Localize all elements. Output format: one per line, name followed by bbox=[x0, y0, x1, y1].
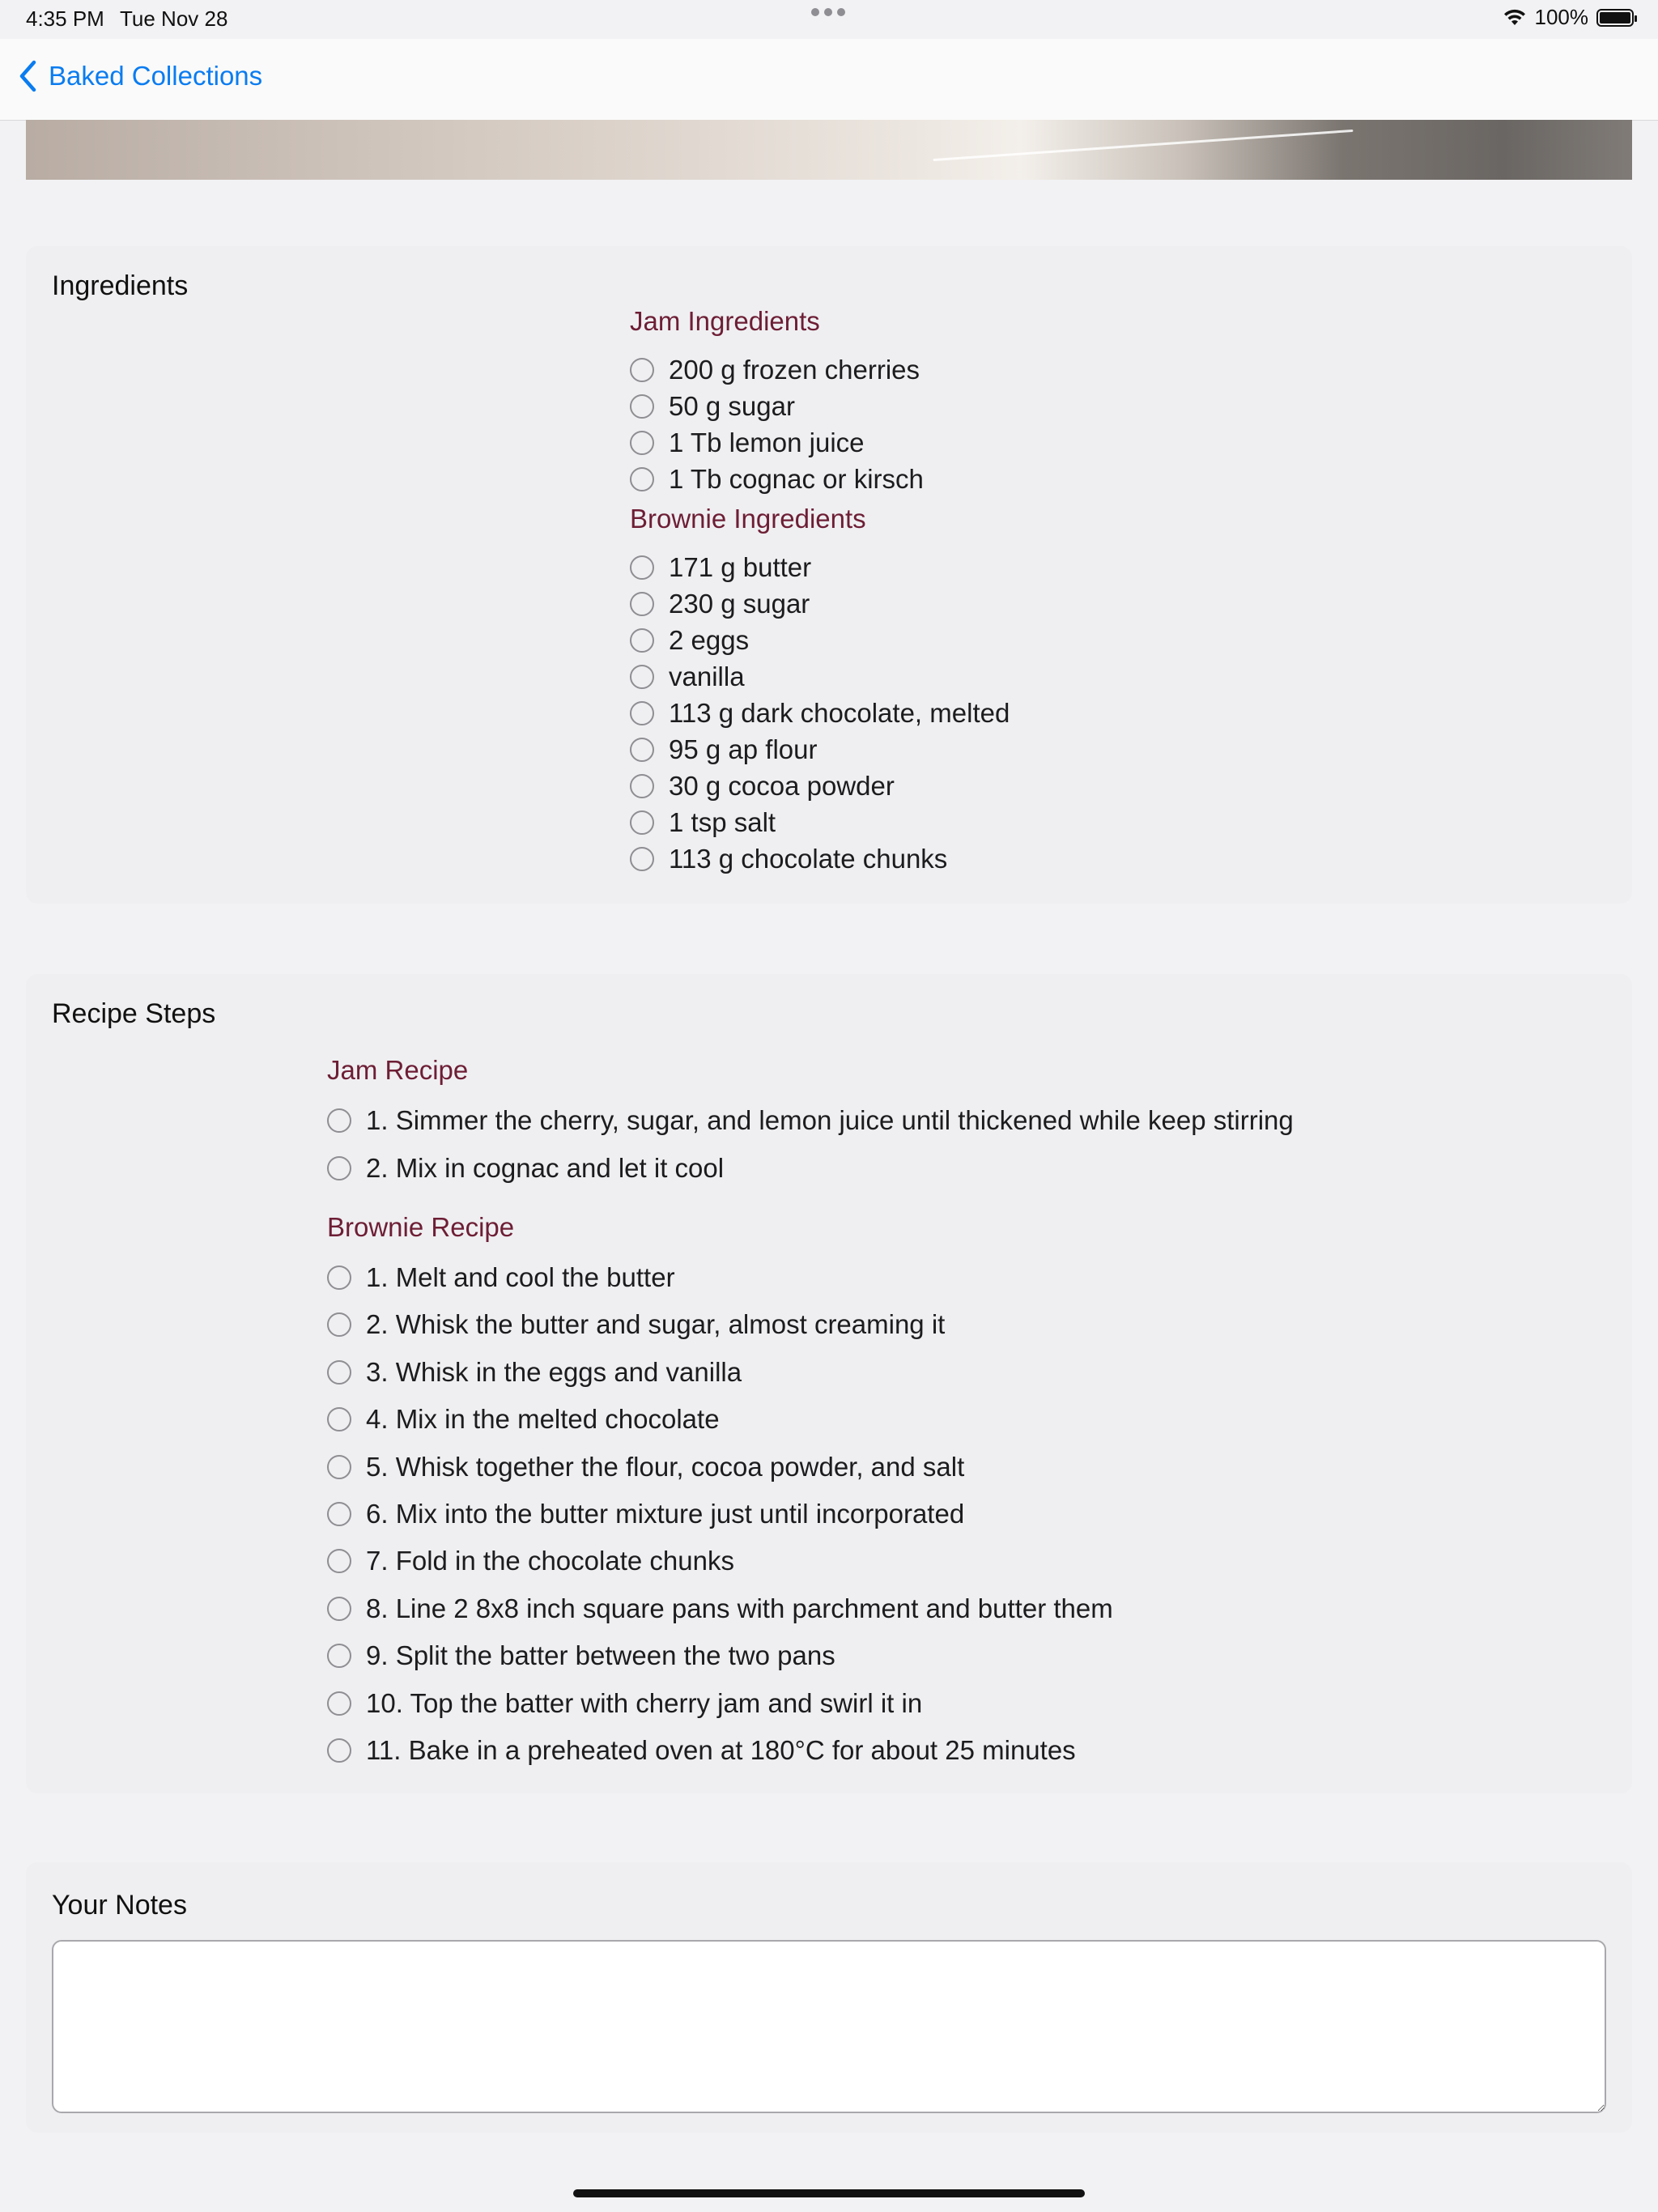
status-indicators bbox=[1503, 5, 1635, 30]
ingredient-item[interactable]: 1 Tb cognac or kirsch bbox=[630, 464, 924, 495]
home-indicator[interactable] bbox=[573, 2189, 1085, 2197]
checkbox-circle-icon[interactable] bbox=[327, 1266, 351, 1290]
multitasking-dots-icon[interactable] bbox=[811, 8, 845, 16]
checkbox-circle-icon[interactable] bbox=[327, 1108, 351, 1133]
ingredient-item[interactable]: 2 eggs bbox=[630, 625, 749, 656]
checkbox-circle-icon[interactable] bbox=[630, 555, 654, 580]
ingredients-card bbox=[26, 246, 1632, 904]
checkbox-circle-icon[interactable] bbox=[630, 701, 654, 725]
checkbox-circle-icon[interactable] bbox=[630, 665, 654, 689]
ingredient-item[interactable]: 50 g sugar bbox=[630, 391, 795, 422]
status-bar bbox=[0, 0, 1658, 39]
ingredient-item[interactable]: 200 g frozen cherries bbox=[630, 355, 920, 385]
checkbox-circle-icon[interactable] bbox=[630, 774, 654, 798]
step-item[interactable]: 4. Mix in the melted chocolate bbox=[327, 1404, 720, 1435]
checkbox-circle-icon[interactable] bbox=[630, 628, 654, 653]
wifi-icon bbox=[1503, 8, 1527, 28]
ingredient-item[interactable]: vanilla bbox=[630, 661, 745, 692]
notes-textarea[interactable] bbox=[52, 1940, 1606, 2113]
checkbox-circle-icon[interactable] bbox=[327, 1738, 351, 1763]
checkbox-circle-icon[interactable] bbox=[327, 1502, 351, 1526]
step-item[interactable]: 11. Bake in a preheated oven at 180°C for about 25 minutes bbox=[327, 1735, 1076, 1766]
ingredient-item[interactable]: 95 g ap flour bbox=[630, 734, 817, 765]
recipe-photo bbox=[26, 120, 1632, 180]
ingredient-item[interactable]: 30 g cocoa powder bbox=[630, 771, 895, 802]
step-item[interactable]: 8. Line 2 8x8 inch square pans with parchment and butter them bbox=[327, 1593, 1113, 1624]
step-item[interactable]: 1. Melt and cool the butter bbox=[327, 1262, 675, 1293]
checkbox-circle-icon[interactable] bbox=[327, 1549, 351, 1573]
step-item[interactable]: 7. Fold in the chocolate chunks bbox=[327, 1546, 734, 1576]
checkbox-circle-icon[interactable] bbox=[630, 394, 654, 419]
checkbox-circle-icon[interactable] bbox=[630, 738, 654, 762]
jam-recipe-title: Jam Recipe bbox=[327, 1055, 469, 1085]
checkbox-circle-icon[interactable] bbox=[327, 1312, 351, 1337]
ingredient-item[interactable]: 113 g chocolate chunks bbox=[630, 844, 947, 874]
checkbox-circle-icon[interactable] bbox=[630, 847, 654, 871]
notes-title: Your Notes bbox=[52, 1890, 187, 1921]
ingredient-item[interactable]: 113 g dark chocolate, melted bbox=[630, 698, 1010, 729]
recipe-steps-title: Recipe Steps bbox=[52, 998, 216, 1029]
ingredients-title: Ingredients bbox=[52, 270, 189, 301]
recipe-steps-card bbox=[26, 974, 1632, 1793]
ingredient-item[interactable]: 230 g sugar bbox=[630, 589, 810, 619]
back-button-label: Baked Collections bbox=[49, 61, 263, 91]
checkbox-circle-icon[interactable] bbox=[327, 1455, 351, 1479]
status-time: 4:35 PM bbox=[26, 6, 104, 31]
step-item[interactable]: 1. Simmer the cherry, sugar, and lemon juice until thickened while keep stirring bbox=[327, 1105, 1294, 1136]
brownie-ingredients-title: Brownie Ingredients bbox=[630, 504, 866, 534]
chevron-left-icon bbox=[18, 60, 37, 92]
step-item[interactable]: 3. Whisk in the eggs and vanilla bbox=[327, 1357, 742, 1388]
checkbox-circle-icon[interactable] bbox=[327, 1156, 351, 1180]
checkbox-circle-icon[interactable] bbox=[327, 1597, 351, 1621]
checkbox-circle-icon[interactable] bbox=[630, 592, 654, 616]
step-item[interactable]: 2. Mix in cognac and let it cool bbox=[327, 1153, 724, 1184]
ingredient-item[interactable]: 1 Tb lemon juice bbox=[630, 428, 865, 458]
battery-icon bbox=[1596, 9, 1634, 27]
step-item[interactable]: 9. Split the batter between the two pans bbox=[327, 1640, 835, 1671]
checkbox-circle-icon[interactable] bbox=[327, 1644, 351, 1668]
step-item[interactable]: 5. Whisk together the flour, cocoa powder, and salt bbox=[327, 1452, 964, 1482]
jam-ingredients-title: Jam Ingredients bbox=[630, 306, 820, 336]
checkbox-circle-icon[interactable] bbox=[630, 810, 654, 835]
status-date: Tue Nov 28 bbox=[120, 6, 228, 31]
checkbox-circle-icon[interactable] bbox=[327, 1691, 351, 1716]
back-button[interactable] bbox=[18, 60, 262, 92]
ingredient-item[interactable]: 1 tsp salt bbox=[630, 807, 776, 838]
navigation-bar bbox=[0, 39, 1658, 121]
checkbox-circle-icon[interactable] bbox=[630, 467, 654, 491]
step-item[interactable]: 6. Mix into the butter mixture just until incorporated bbox=[327, 1499, 964, 1529]
step-item[interactable]: 2. Whisk the butter and sugar, almost creaming it bbox=[327, 1309, 945, 1340]
ingredient-item[interactable]: 171 g butter bbox=[630, 552, 811, 583]
brownie-recipe-title: Brownie Recipe bbox=[327, 1212, 515, 1242]
battery-percentage: 100% bbox=[1534, 5, 1588, 29]
checkbox-circle-icon[interactable] bbox=[327, 1407, 351, 1431]
checkbox-circle-icon[interactable] bbox=[630, 358, 654, 382]
checkbox-circle-icon[interactable] bbox=[630, 431, 654, 455]
step-item[interactable]: 10. Top the batter with cherry jam and swirl it in bbox=[327, 1688, 922, 1719]
checkbox-circle-icon[interactable] bbox=[327, 1360, 351, 1385]
